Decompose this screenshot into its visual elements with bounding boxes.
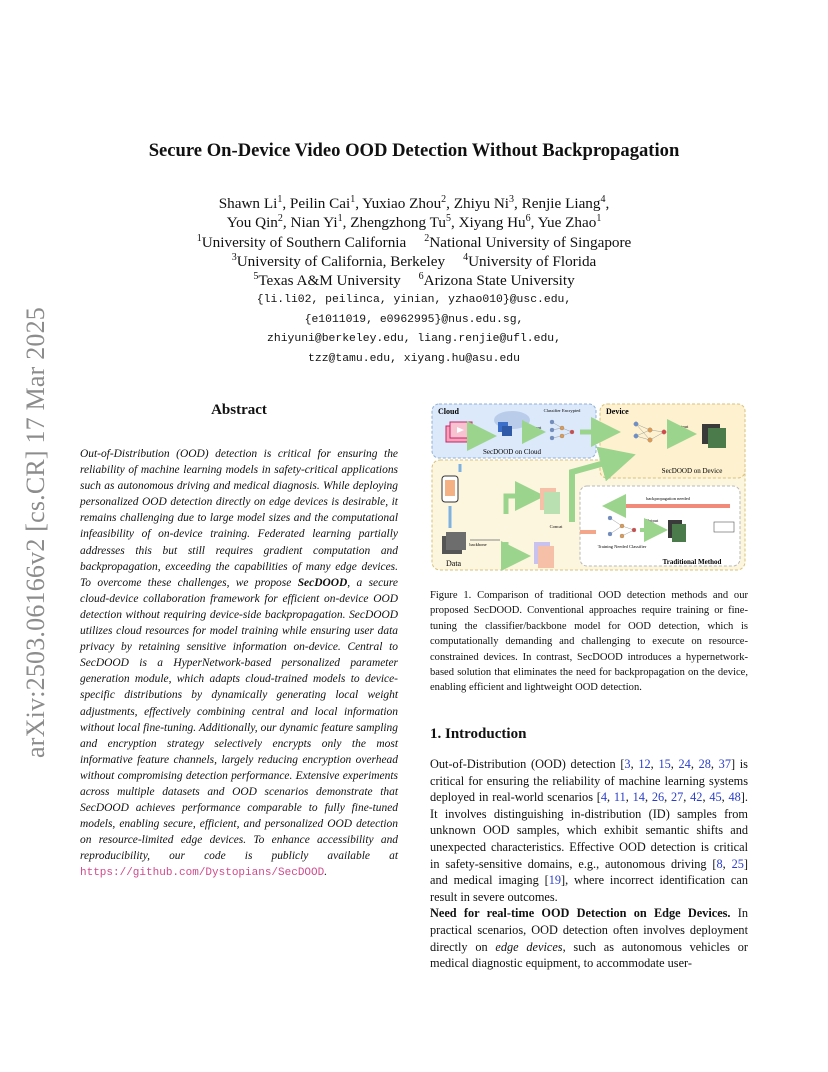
- author-line-1: Shawn Li$^1$, Peilin Cai$^1$, Yuxiao Zhou$^2$, Zhiyu Ni$^3$, Renjie Liang$^4$,: [218, 194, 610, 212]
- email-line: zhiyuni@berkeley.edu, liang.renjie@ufl.edu,: [267, 333, 561, 345]
- affiliation-mark: 1: [196, 233, 202, 244]
- citation-link[interactable]: 19: [548, 873, 561, 888]
- intro-text-part: ], where incorrect identification can result in severe outcomes.: [430, 873, 748, 904]
- citation-link[interactable]: 3: [624, 757, 631, 771]
- abstract-text-part: , a secure cloud-device collaboration framework for efficient on-device OOD detection without requiring device-side backpropagation. SecDOOD utilizes cloud resources for model training while ensuring user data privacy by retaining sensitive information on-device. Central to SecDOOD is a HyperNetwork-based personalized parameter generation module, which adapts cloud-trained models to device-specific distributions by dynamically generating local weight adjustments, effectively combining central and local information without local fine-tuning. Additionally, our dynamic feature sampling and encryption strategy selectively encrypts only the most informative feature channels, largely reducing encryption overhead without compromising detection performance. Extensive experiments across multiple datasets and OOD scenarios demonstrate that SecDOOD achieves performance comparable to fully fine-tuned models, enabling secure, efficient, and personalized OOD detection on resource-limited edge devices. To enhance accessibility and reproducibility, our code is publicly available at: [80, 576, 398, 863]
- intro-text-part: ] and medical imaging [: [430, 856, 748, 888]
- arxiv-identifier: arXiv:2503.06166v2 [cs.CR] 17 Mar 2025: [21, 307, 50, 758]
- cloud-label: Cloud: [438, 407, 459, 416]
- affiliation-name: University of Florida: [468, 253, 597, 270]
- abstract-text-part: Out-of-Distribution (OOD) detection is critical for ensuring the reliability of machine learning models in safety-critical applications such as autonomous driving and medical diagnosis. While deploying personalized OOD detection directly on edge devices is desirable, it remains challenging due to large model sizes and the computational infeasibility of on-device training. Federated learning partially addresses this but still requires gradient computation and backpropagation, exceeding the capabilities of many edge devices. To overcome these challenges, we propose: [80, 448, 398, 589]
- author-line-2: You Qin$^2$, Nian Yi$^1$, Zhengzhong Tu$^5$, Xiyang Hu$^6$, Yue Zhao$^1$: [226, 213, 602, 231]
- figure-1-caption: Figure 1. Comparison of traditional OOD detection methods and our proposed SecDOOD. Conventional approaches require training or fine-tuning the classifier/backbone model for OOD detection, which is computationally demanding and challenging to execute on resource-constrained devices. In contrast, SecDOOD introduces a hypernetwork-based solution that eliminates the need for backpropagation on the device, enabling efficient and lightweight OOD detection.: [430, 590, 748, 694]
- abstract-text-part: .: [324, 866, 328, 879]
- author-emails: [0, 291, 828, 369]
- affiliation-name: National University of Singapore: [429, 234, 632, 251]
- code-repository-link[interactable]: https://github.com/Dystopians/SecDOOD: [80, 867, 325, 880]
- affiliation-line-1: [0, 233, 828, 252]
- video-clips-icon: [446, 422, 472, 442]
- loss-box: [714, 522, 734, 532]
- concat-label: Concat: [549, 524, 563, 529]
- affiliation-mark: 1: [277, 194, 283, 205]
- citation-link[interactable]: 28: [698, 757, 711, 771]
- citation-link[interactable]: 45: [709, 790, 722, 805]
- affiliation-mark: 1: [337, 213, 343, 224]
- author-name: Nian Yi: [290, 214, 338, 231]
- affiliation-name: University of Southern California: [201, 234, 407, 251]
- affiliation-name: Arizona State University: [423, 272, 575, 289]
- output-label-cloud: Output: [528, 425, 542, 430]
- secdood-device-label: SecDOOD on Device: [661, 467, 723, 475]
- citation-link[interactable]: 42: [690, 790, 703, 805]
- intro-text-part: , such as autonomous vehicles or medical diagnostic equipment, to accommodate user-: [430, 939, 748, 971]
- affiliation-mark: 4: [463, 252, 469, 263]
- phone-icon: [442, 476, 458, 502]
- affiliation-mark: 2: [277, 213, 283, 224]
- backbone-label: backbone: [469, 542, 487, 547]
- output-label-device: Output: [675, 424, 689, 429]
- figure-1-diagram: [430, 402, 748, 572]
- affiliation-mark: 2: [441, 194, 447, 205]
- method-name: SecDOOD: [297, 576, 348, 589]
- affiliation-mark: 3: [509, 194, 515, 205]
- citation-link[interactable]: 11: [613, 790, 626, 805]
- data-label: Data: [446, 559, 462, 568]
- affiliation-mark: 6: [418, 271, 424, 282]
- affiliation-mark: 1: [596, 213, 602, 224]
- author-name: Peilin Cai: [289, 195, 351, 212]
- secdood-cloud-label: SecDOOD on Cloud: [483, 448, 541, 456]
- classifier-encrypted-label: Classifier Encrypted: [543, 408, 581, 413]
- affiliation-mark: 6: [525, 213, 531, 224]
- email-line: {li.li02, peilinca, yinian, yzhao010}@usc.edu,: [256, 294, 572, 306]
- citation-link[interactable]: 48: [728, 790, 741, 805]
- citation-link[interactable]: 25: [731, 856, 744, 871]
- citation-link[interactable]: 27: [670, 790, 684, 805]
- device-label: Device: [606, 407, 629, 416]
- author-name: Yue Zhao: [537, 214, 597, 231]
- output-label-traditional: Output: [645, 518, 659, 523]
- abstract-text: [80, 446, 398, 882]
- affiliation-name: Texas A&M University: [258, 272, 401, 289]
- citation-link[interactable]: 15: [658, 757, 671, 771]
- author-name: Xiyang Hu: [458, 214, 526, 231]
- affiliation-mark: 5: [253, 271, 259, 282]
- citation-link[interactable]: 14: [632, 790, 645, 805]
- email-line: {e1011019, e0962995}@nus.edu.sg,: [304, 313, 524, 326]
- affiliation-mark: 3: [231, 252, 237, 263]
- intro-text-part: ]. It involves distinguishing in-distribution (ID) samples from unknown OOD samples, which exhibit semantic shifts and unexpected characteristics. Effective OOD detection is critical in safety-sensitive domains, e.g., autonomous driving [: [430, 790, 748, 871]
- affiliation-mark: 1: [350, 194, 356, 205]
- email-line: tzz@tamu.edu, xiyang.hu@asu.edu: [308, 352, 520, 365]
- affiliation-line-2: [0, 252, 828, 271]
- paper-title: Secure On-Device Video OOD Detection Without Backpropagation: [148, 140, 680, 161]
- citation-link[interactable]: 26: [651, 790, 665, 805]
- introduction-text: Out-of-Distribution (OOD) detection [3, 12, 15, 24, 28, 37] is critical for ensuring the reliability of machine learning systems deployed in real-world scenarios [4, 11, 14, 26, 27, 42, 45, 48]. It involves distinguishing in-distribution (ID) samples from unknown OOD samples, which exhibit semantic shifts and unexpected characteristics. Effective OOD detection is critical in safety-sensitive domains, e.g., autonomous driving [8, 25] and medical imaging [19], where incorrect identification can result in severe outcomes. Need for real-time OOD Detection on Edge Devices. In practical scenarios, OOD detection often involves deployment directly on edge devices, such as autonomous vehicles or medical diagnostic equipment, to accommodate user-: [430, 757, 748, 971]
- author-name: You Qin: [226, 214, 278, 231]
- author-name: Zhiyu Ni: [453, 195, 510, 212]
- citation-link[interactable]: 12: [638, 757, 651, 771]
- training-classifier-label: Training Needed Classifier: [597, 544, 647, 549]
- citation-link[interactable]: 24: [678, 757, 691, 771]
- author-name: Zhengzhong Tu: [350, 214, 446, 231]
- emphasis-text: edge devices: [495, 939, 563, 954]
- affiliation-line-3: [0, 271, 828, 290]
- citation-link[interactable]: 4: [600, 790, 608, 805]
- citation-link[interactable]: 8: [716, 856, 723, 871]
- affiliation-mark: 5: [445, 213, 451, 224]
- abstract-heading: Abstract: [211, 402, 267, 418]
- intro-text-part: Out-of-Distribution (OOD) detection [: [430, 757, 625, 771]
- intro-text-part: In practical scenarios, OOD detection often involves deployment directly on: [430, 906, 748, 954]
- affiliation-mark: 4: [600, 194, 606, 205]
- intro-text-part: ] is critical for ensuring the reliability of machine learning systems deployed in real-world scenarios [: [430, 757, 748, 805]
- introduction-heading: 1. Introduction: [430, 726, 527, 742]
- affiliation-mark: 2: [424, 233, 430, 244]
- author-name: Yuxiao Zhou: [362, 195, 442, 212]
- paragraph-lead: Need for real-time OOD Detection on Edge Devices.: [430, 906, 731, 921]
- author-name: Renjie Liang: [521, 195, 601, 212]
- traditional-method-label: Traditional Method: [662, 558, 722, 566]
- citation-link[interactable]: 37: [718, 757, 731, 771]
- affiliation-name: University of California, Berkeley: [236, 253, 446, 270]
- author-name: Shawn Li: [218, 195, 278, 212]
- backprop-needed-label: backpropagation needed: [646, 496, 690, 501]
